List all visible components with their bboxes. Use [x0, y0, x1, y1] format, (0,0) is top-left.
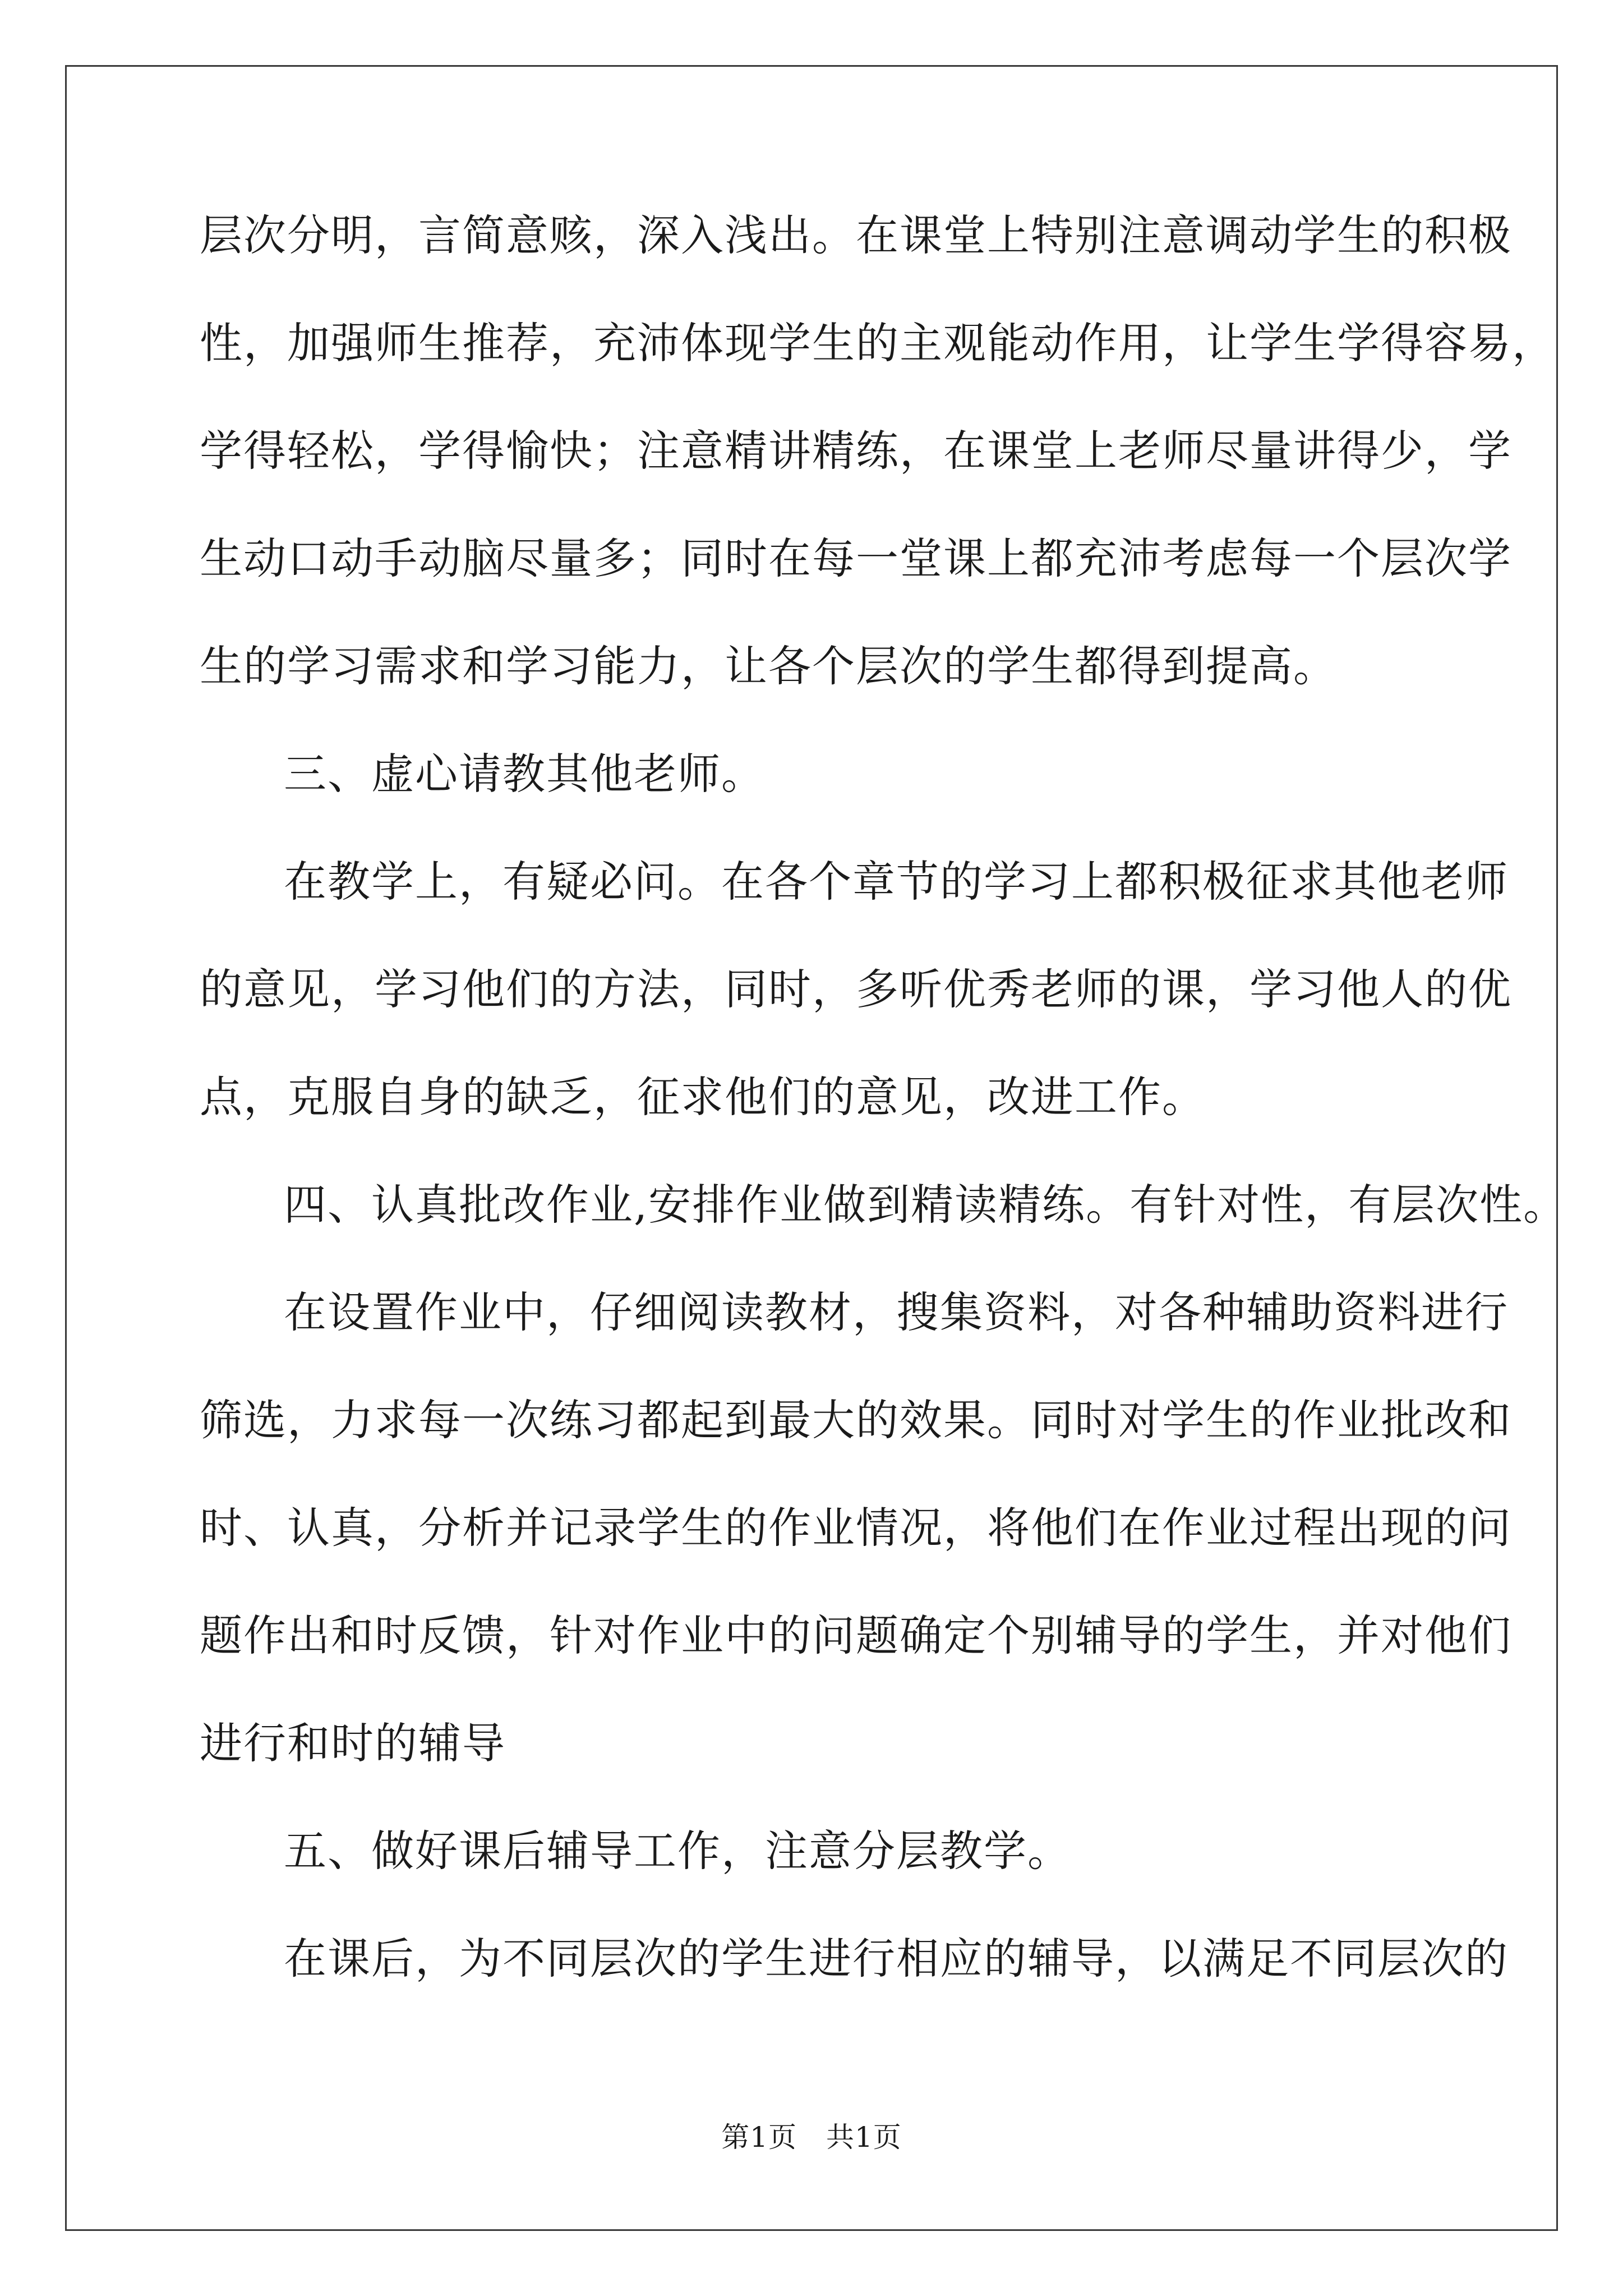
- text-line: 的意见，学习他们的方法，同时，多听优秀老师的课，学习他人的优: [200, 964, 1512, 1014]
- text-line: 进行和时的辅导: [200, 1718, 506, 1768]
- page-number: 第1页: [721, 2121, 797, 2154]
- text-line: 性，加强师生推荐，充沛体现学生的主观能动作用，让学生学得容易，: [200, 318, 1556, 368]
- text-line: 学得轻松，学得愉快；注意精讲精练，在课堂上老师尽量讲得少，学: [200, 426, 1512, 476]
- text-line: 时、认真，分析并记录学生的作业情况，将他们在作业过程出现的问: [200, 1503, 1512, 1553]
- text-line: 点，克服自身的缺乏，征求他们的意见，改进工作。: [200, 1072, 1206, 1122]
- page-footer: [0, 2120, 1623, 2154]
- text-line: 生动口动手动脑尽量多；同时在每一堂课上都充沛考虑每一个层次学: [200, 533, 1512, 583]
- section-heading: 三、虚心请教其他老师。: [284, 749, 765, 799]
- paragraph-start: 在设置作业中，仔细阅读教材，搜集资料，对各种辅助资料进行: [284, 1287, 1509, 1337]
- section-heading: 五、做好课后辅导工作，注意分层教学。: [284, 1826, 1071, 1876]
- page-total: 共1页: [826, 2121, 902, 2154]
- text-line: 层次分明，言简意赅，深入浅出。在课堂上特别注意调动学生的积极: [200, 210, 1512, 260]
- section-heading: 四、认真批改作业,安排作业做到精读精练。有针对性，有层次性。: [284, 1180, 1567, 1230]
- paragraph-start: 在课后，为不同层次的学生进行相应的辅导，以满足不同层次的: [284, 1934, 1509, 1984]
- paragraph-start: 在教学上，有疑必问。在各个章节的学习上都积极征求其他老师: [284, 857, 1509, 907]
- page-border: [65, 65, 1558, 2231]
- text-line: 筛选，力求每一次练习都起到最大的效果。同时对学生的作业批改和: [200, 1395, 1512, 1445]
- text-line: 生的学习需求和学习能力，让各个层次的学生都得到提高。: [200, 641, 1337, 691]
- text-line: 题作出和时反馈，针对作业中的问题确定个别辅导的学生，并对他们: [200, 1611, 1512, 1660]
